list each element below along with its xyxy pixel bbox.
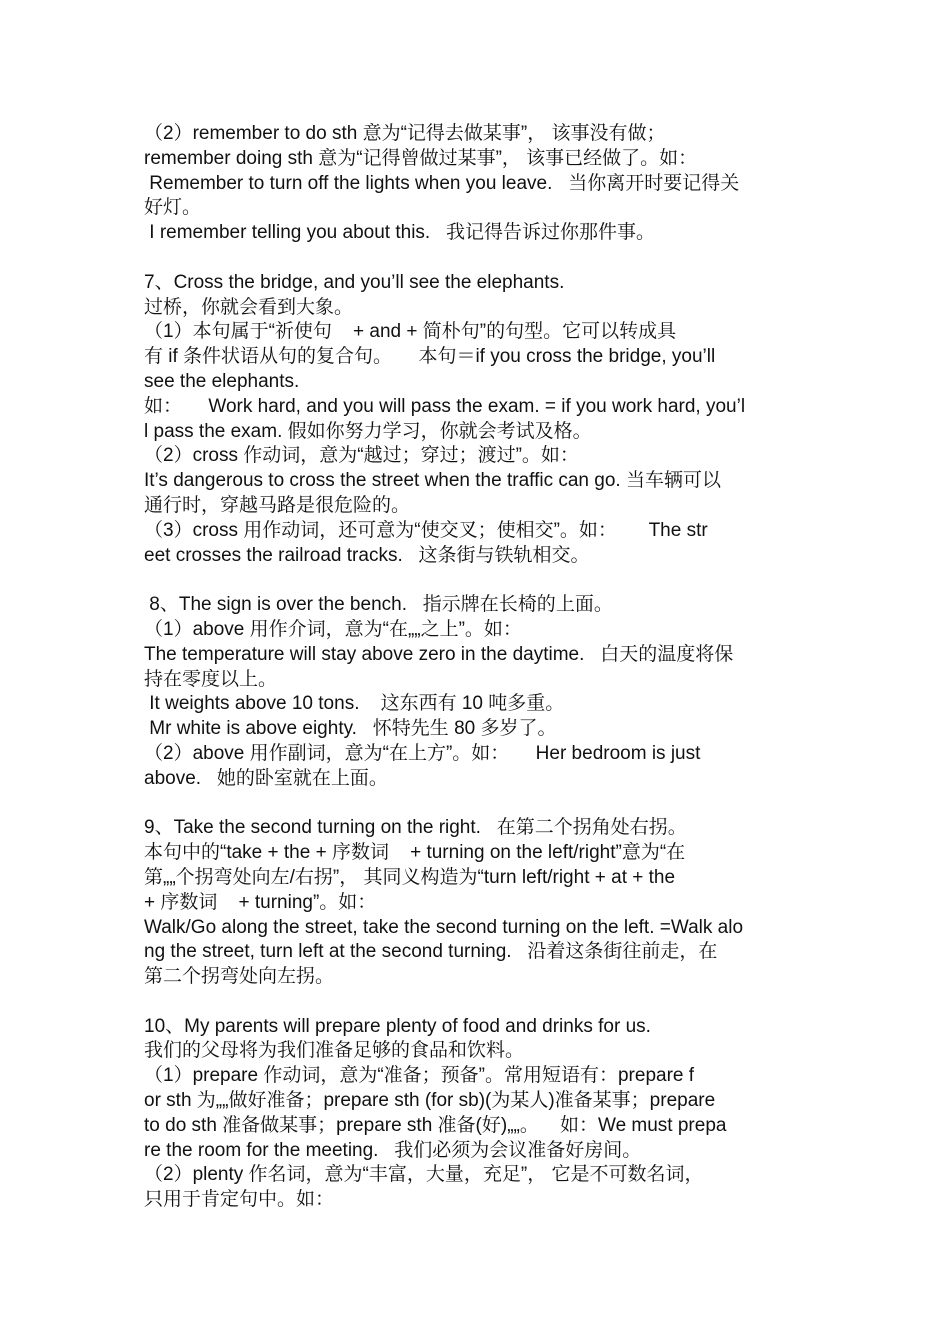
- text-line: （2）above 用作副词，意为“在上方”。如： Her bedroom is just: [144, 742, 701, 764]
- blank-line: [144, 568, 808, 593]
- text-line: 8、The sign is over the bench. 指示牌在长椅的上面。: [144, 594, 613, 616]
- text-line: 好灯。: [144, 197, 202, 219]
- text-line: The temperature will stay above zero in the daytime. 白天的温度将保: [144, 643, 734, 665]
- text-line: re the room for the meeting. 我们必须为会议准备好房间。: [144, 1139, 642, 1161]
- text-line: Remember to turn off the lights when you leave. 当你离开时要记得关: [144, 172, 740, 194]
- text-line: （2）remember to do sth 意为“记得去做某事”， 该事没有做；: [144, 123, 666, 144]
- text-line: 第„„个拐弯处向左/右拐”， 其同义构造为“turn left/right + at + the: [144, 866, 676, 888]
- text-line: Mr white is above eighty. 怀特先生 80 多岁了。: [144, 718, 557, 740]
- text-line: （2）plenty 作名词，意为“丰富，大量，充足”， 它是不可数名词，: [144, 1164, 704, 1186]
- text-line: （1）本句属于“祈使句 + and + 简朴句”的句型。它可以转成具: [144, 321, 677, 343]
- text-line: It weights above 10 tons. 这东西有 10 吨多重。: [144, 693, 565, 715]
- document-page: [144, 122, 808, 1213]
- text-line: 持在零度以上。: [144, 668, 278, 690]
- blank-line: [144, 792, 808, 817]
- text-line: 9、Take the second turning on the right. 在第二个拐角处右拐。: [144, 817, 687, 839]
- text-line: 第二个拐弯处向左拐。: [144, 966, 335, 988]
- text-line: I remember telling you about this. 我记得告诉过你那件事。: [144, 222, 656, 244]
- text-line: 我们的父母将为我们准备足够的食品和饮料。: [144, 1040, 525, 1062]
- text-line: （1）prepare 作动词，意为“准备；预备”。常用短语有：prepare f: [144, 1065, 695, 1087]
- text-line: 只用于肯定句中。如：: [144, 1189, 335, 1211]
- text-line: to do sth 准备做某事；prepare sth 准备(好)„„。 如：We must prepa: [144, 1114, 727, 1136]
- text-line: remember doing sth 意为“记得曾做过某事”， 该事已经做了。如：: [144, 147, 698, 169]
- text-line: Walk/Go along the street, take the second turning on the left. =Walk alo: [144, 916, 744, 938]
- text-line: ng the street, turn left at the second turning. 沿着这条街往前走，在: [144, 941, 718, 963]
- text-line: above. 她的卧室就在上面。: [144, 767, 388, 789]
- text-line: l pass the exam. 假如你努力学习，你就会考试及格。: [144, 420, 592, 442]
- text-line: 10、My parents will prepare plenty of food and drinks for us.: [144, 1015, 651, 1037]
- text-line: or sth 为„„做好准备；prepare sth (for sb)(为某人)准备某事；prepare: [144, 1090, 716, 1112]
- blank-line: [144, 246, 808, 271]
- text-line: 7、Cross the bridge, and you’ll see the elephants.: [144, 271, 565, 293]
- blank-line: [144, 990, 808, 1015]
- text-line: 如： Work hard, and you will pass the exam. = if you work hard, you’l: [144, 395, 746, 417]
- text-line: （1）above 用作介词，意为“在„„之上”。如：: [144, 618, 522, 640]
- text-line: 通行时，穿越马路是很危险的。: [144, 494, 411, 516]
- text-line: 有 if 条件状语从句的复合句。 本句＝if you cross the bridge, you’ll: [144, 346, 716, 368]
- text-line: 过桥，你就会看到大象。: [144, 296, 354, 318]
- text-line: （2）cross 作动词，意为“越过；穿过；渡过”。如：: [144, 445, 579, 467]
- text-line: It’s dangerous to cross the street when the traffic can go. 当车辆可以: [144, 470, 721, 492]
- text-line: 本句中的“take + the + 序数词 + turning on the left/right”意为“在: [144, 842, 686, 864]
- text-line: eet crosses the railroad tracks. 这条街与铁轨相交。: [144, 544, 590, 566]
- text-line: （3）cross 用作动词，还可意为“使交叉；使相交”。如： The str: [144, 519, 708, 541]
- text-line: see the elephants.: [144, 370, 300, 392]
- text-line: + 序数词 + turning”。如：: [144, 891, 377, 913]
